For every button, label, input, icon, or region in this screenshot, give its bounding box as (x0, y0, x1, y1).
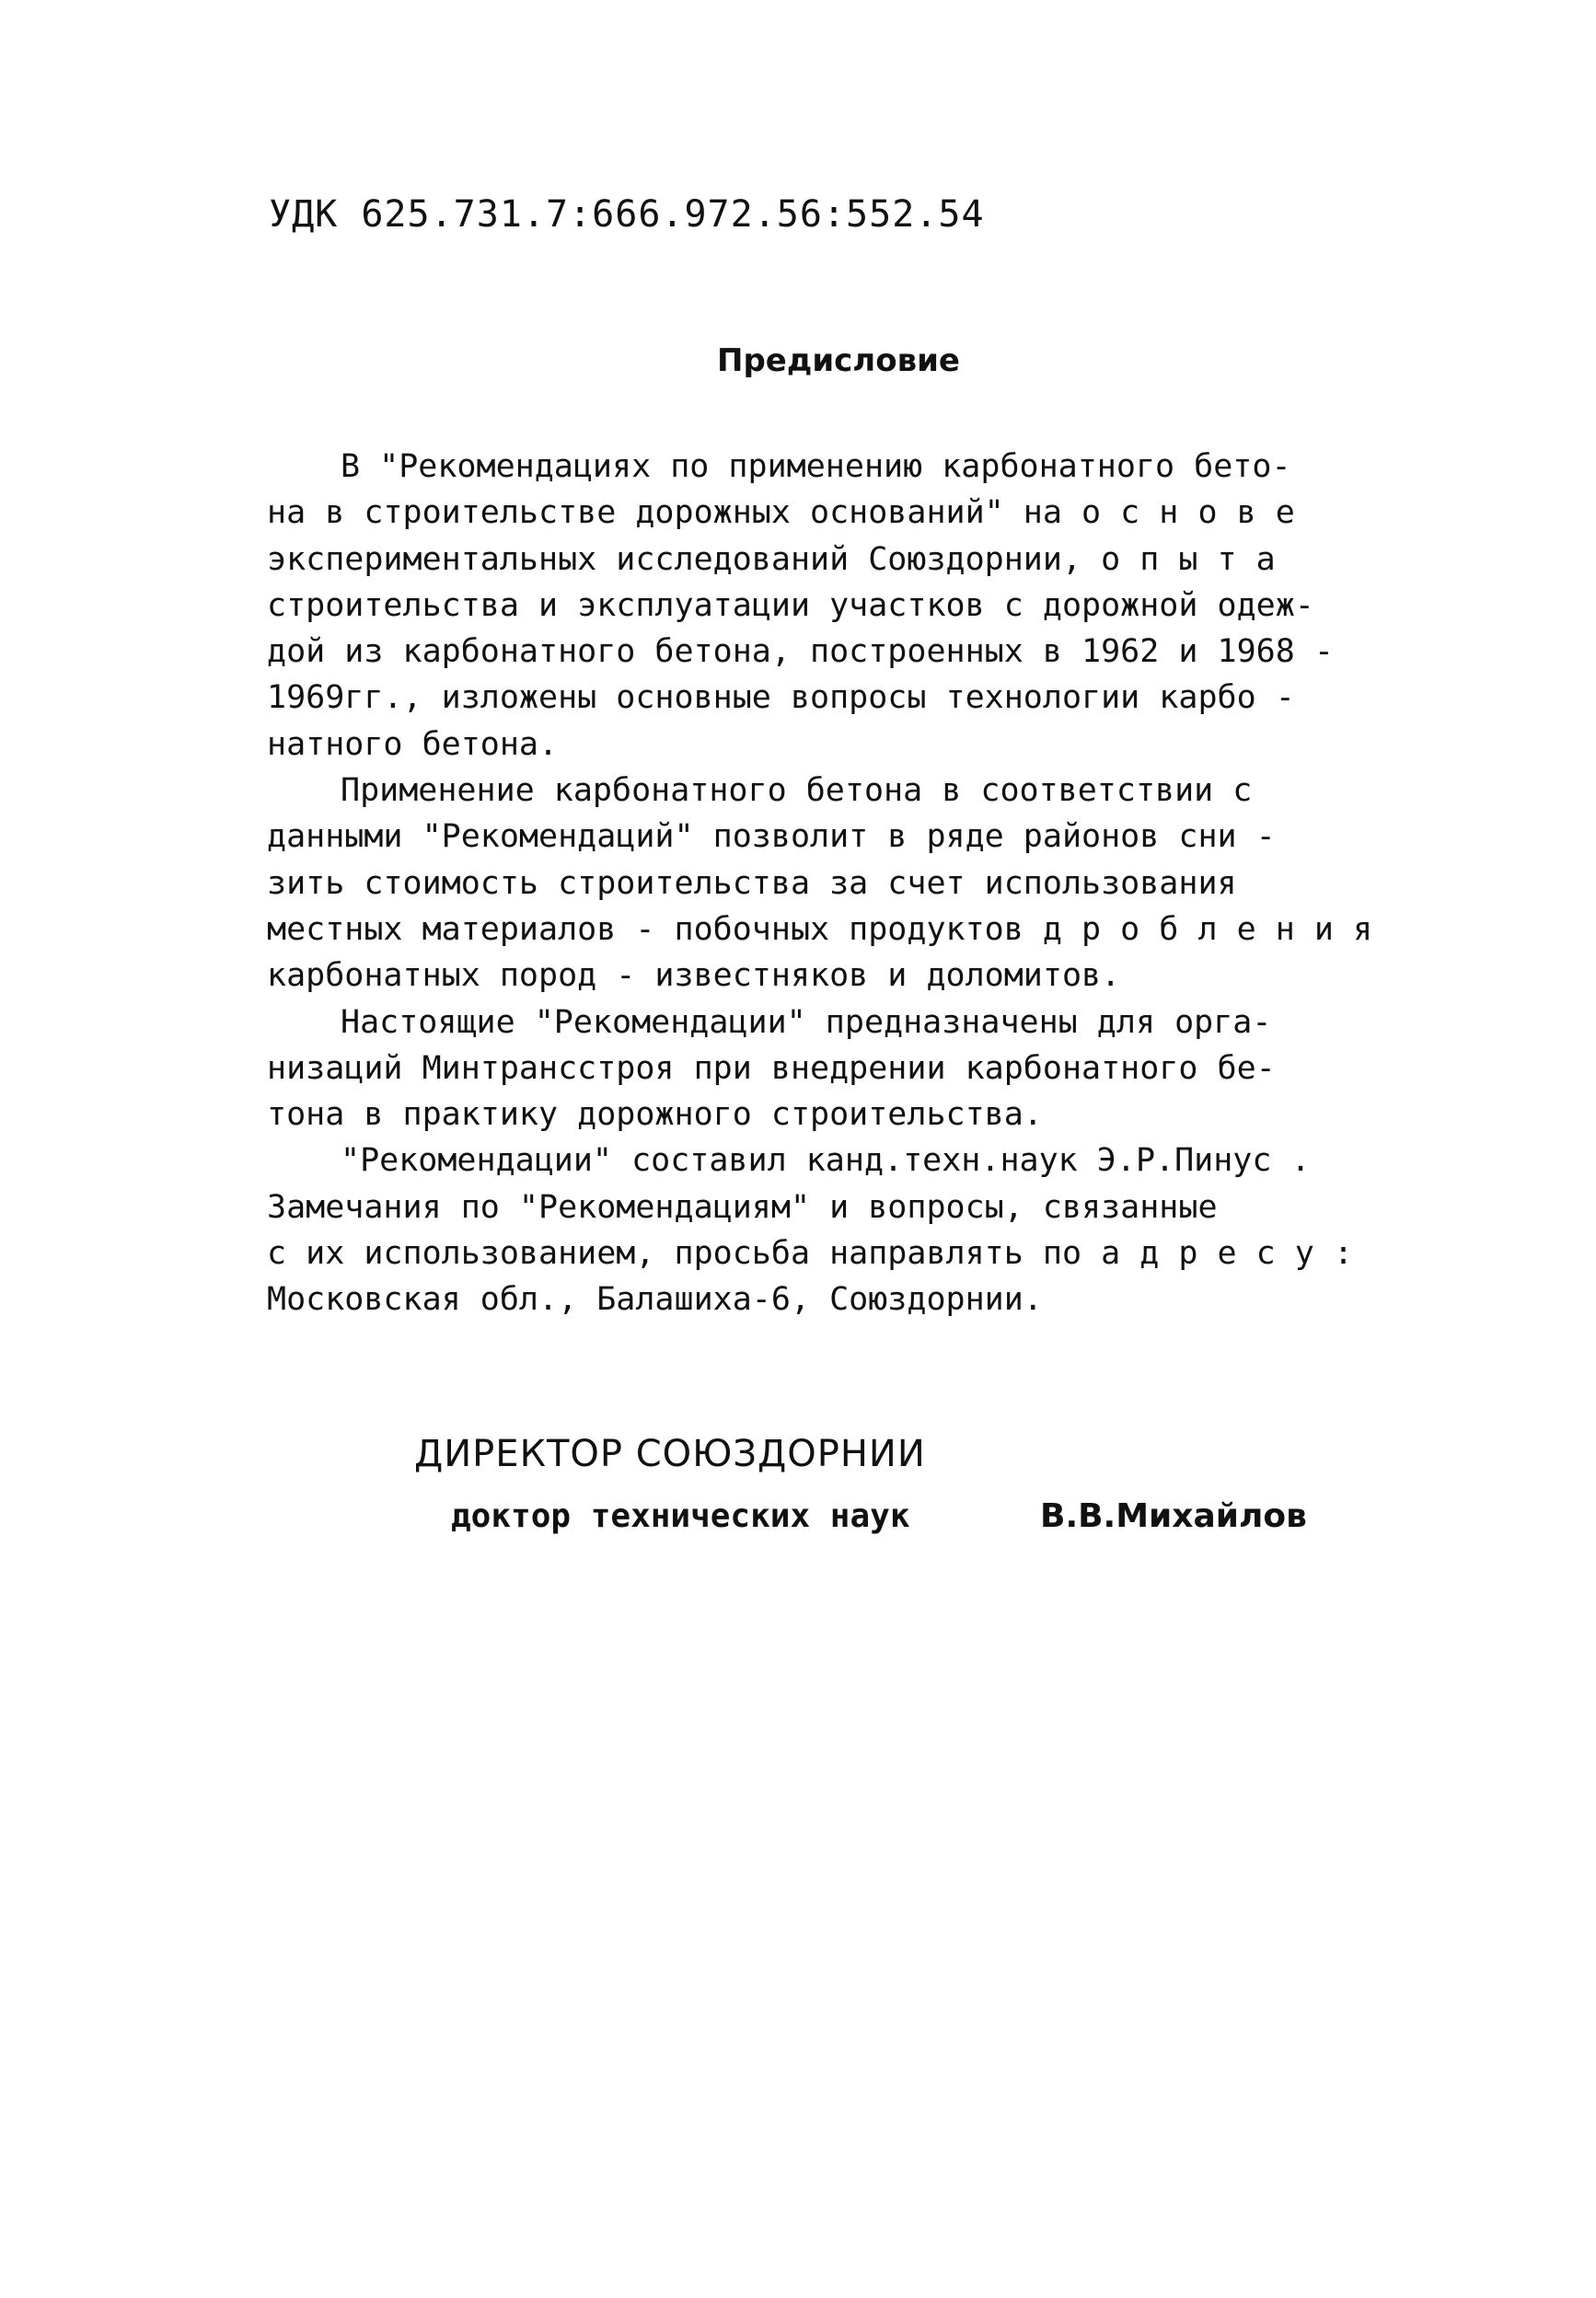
body-line: зить стоимость строительства за счет использования (267, 864, 1237, 902)
director-title: ДИРЕКТОР СОЮЗДОРНИИ (414, 1433, 926, 1475)
signature-row (451, 1491, 1307, 1542)
director-name: В.В.Михайлов (1040, 1497, 1307, 1535)
body-line: натного бетона. (267, 725, 559, 763)
body-line: Применение карбонатного бетона в соответствии с (341, 772, 1253, 810)
body-line: "Рекомендации" составил канд.техн.наук Э.Р.Пинус . (341, 1142, 1311, 1180)
body-line: с их использованием, просьба направлять по а д р е с у : (267, 1235, 1354, 1273)
udk-code: УДК 625.731.7:666.972.56:552.54 (269, 193, 985, 236)
body-line: тона в практику дорожного строительства. (267, 1096, 1043, 1134)
body-line: на в строительстве дорожных оснований" на о с н о в е (267, 494, 1295, 532)
body-line: экспериментальных исследований Союздорнии, о п ы т а (267, 540, 1276, 578)
body-line: Замечания по "Рекомендациям" и вопросы, связанные (267, 1188, 1218, 1226)
preface-body (267, 444, 1482, 1323)
body-line: местных материалов - побочных продуктов д р о б л е н и я (267, 910, 1373, 948)
director-degree: доктор технических наук (451, 1497, 910, 1535)
body-line: строительства и эксплуатации участков с дорожной одеж- (267, 586, 1314, 624)
body-line: В "Рекомендациях по применению карбонатного бето- (341, 448, 1291, 485)
page-heading: Предисловие (717, 342, 960, 379)
body-line: данными "Рекомендаций" позволит в ряде районов сни - (267, 818, 1276, 856)
body-line: дой из карбонатного бетона, построенных в 1962 и 1968 - (267, 633, 1334, 671)
body-line: низаций Минтрансстроя при внедрении карбонатного бе- (267, 1049, 1276, 1087)
body-line: Московская обл., Балашиха-6, Союздорнии. (267, 1281, 1043, 1319)
body-line: 1969гг., изложены основные вопросы технологии карбо - (267, 679, 1295, 717)
body-line: Настоящие "Рекомендации" предназначены для орга- (341, 1003, 1272, 1041)
signature-block (414, 1426, 1307, 1542)
body-line: карбонатных пород - известняков и доломитов. (267, 957, 1121, 995)
